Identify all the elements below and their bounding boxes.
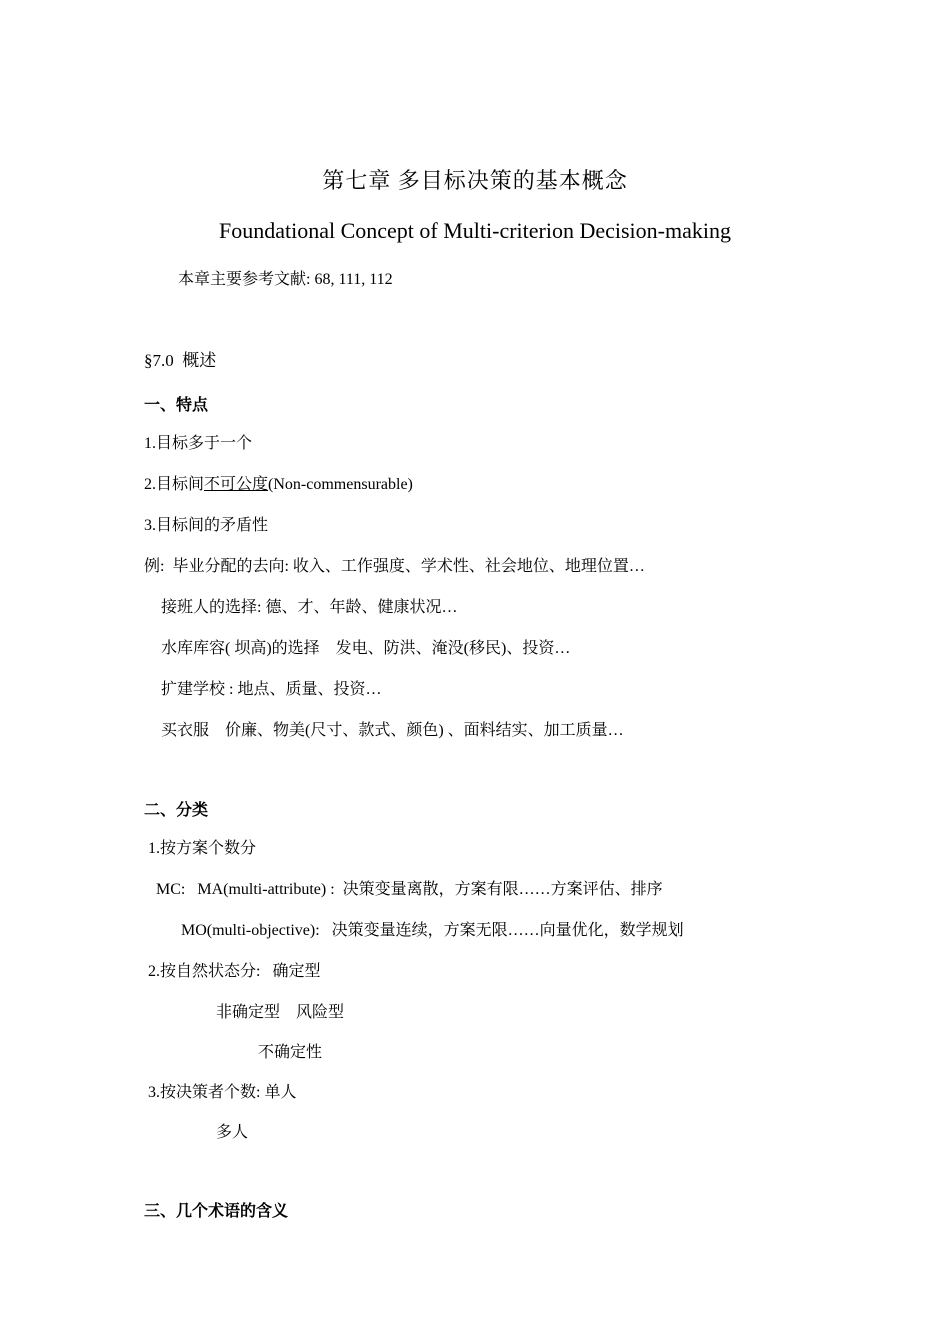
example-line-4: 扩建学校 : 地点、质量、投资…: [161, 681, 382, 698]
part3-heading: 三、几个术语的含义: [144, 1203, 289, 1220]
non-commensurable-term: 不可公度: [204, 476, 269, 493]
feature-item-2-suffix: (Non-commensurable): [268, 476, 413, 493]
example-line-3: 水库库容( 坝高)的选择 发电、防洪、淹没(移民)、投资…: [161, 640, 571, 657]
chapter-title-chinese: 第七章 多目标决策的基本概念: [322, 168, 628, 193]
part2-heading: 二、分类: [144, 802, 209, 819]
chapter-title-english: Foundational Concept of Multi-criterion Decision-making: [218, 218, 731, 243]
section-heading: §7.0 概述: [144, 351, 217, 370]
multi-person-line: 多人: [216, 1124, 249, 1141]
uncertain-risk-line: 非确定型 风险型: [216, 1004, 345, 1021]
ma-line: MC: MA(multi-attribute) : 决策变量离散，方案有限……方案评估、排序: [156, 881, 663, 898]
example-line-1: 例: 毕业分配的去向: 收入、工作强度、学术性、社会地位、地理位置…: [144, 558, 645, 575]
classify-by-deciders: 3.按决策者个数: 单人: [148, 1084, 297, 1101]
feature-item-2: [144, 475, 413, 495]
classify-by-state: 2.按自然状态分: 确定型: [148, 963, 321, 980]
uncertainty-line: 不确定性: [258, 1044, 323, 1061]
part1-heading: 一、特点: [144, 397, 209, 414]
feature-item-3: 3.目标间的矛盾性: [144, 517, 269, 534]
feature-item-2-prefix: 2.目标间: [144, 476, 205, 493]
mo-line: MO(multi-objective): 决策变量连续，方案无限……向量优化，数学规划: [181, 922, 684, 939]
feature-item-1: 1.目标多于一个: [144, 435, 253, 452]
example-line-2: 接班人的选择: 德、才、年龄、健康状况…: [161, 599, 458, 616]
references-line: 本章主要参考文献: 68, 111, 112: [178, 271, 393, 288]
example-line-5: 买衣服 价廉、物美(尺寸、款式、颜色) 、面料结实、加工质量…: [161, 722, 624, 739]
classify-by-alternatives: 1.按方案个数分: [148, 840, 257, 857]
